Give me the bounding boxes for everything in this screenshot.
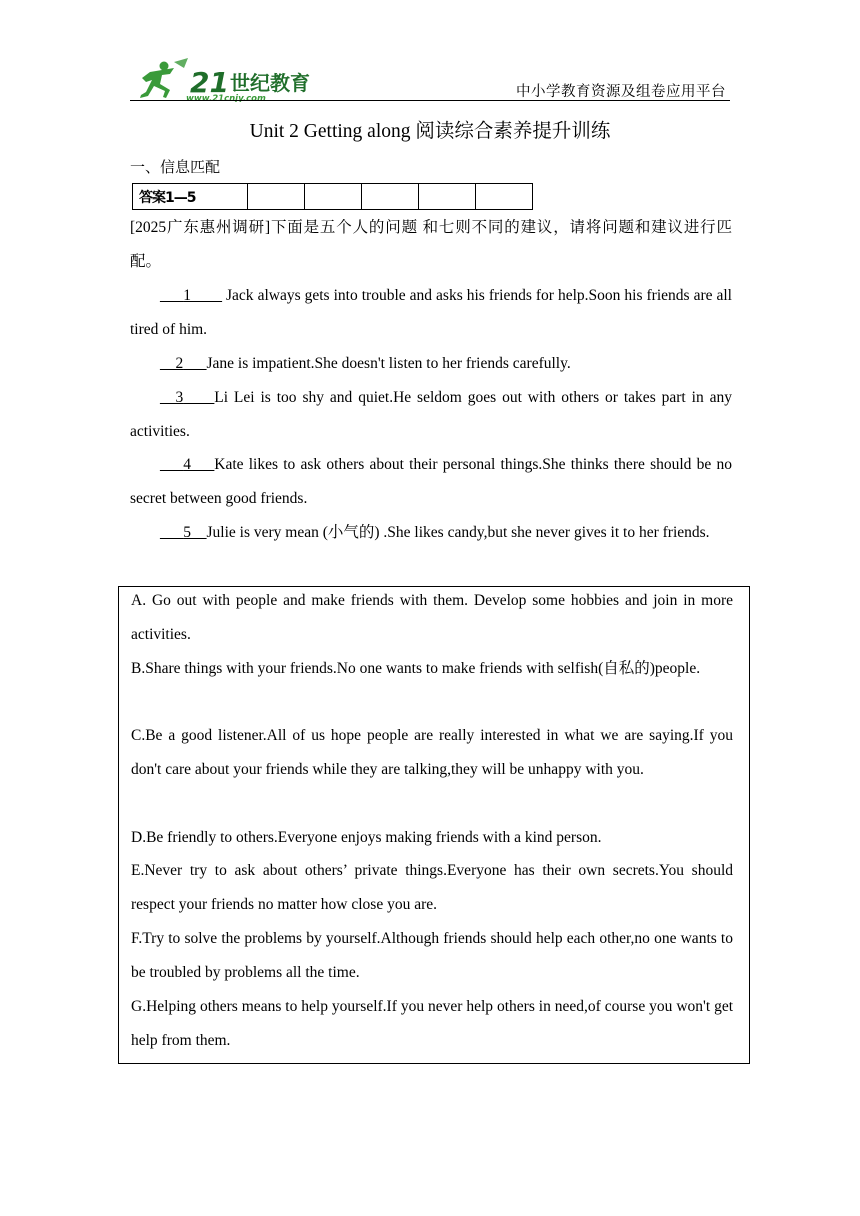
question-item [130, 347, 732, 381]
page-title: Unit 2 Getting along 阅读综合素养提升训练 [249, 121, 611, 142]
page-header [130, 58, 730, 102]
answer-blank[interactable]: ___4___ [160, 456, 215, 473]
answer-blank[interactable]: __2___ [160, 355, 207, 372]
question-item [130, 279, 732, 347]
answer-table-header: 答案1—5 [133, 184, 248, 210]
question-text: Jack always gets into trouble and asks his friends for help.Soon his friends are all tired of him. [130, 287, 732, 338]
answer-blank[interactable]: __3____ [160, 389, 215, 406]
answer-cell-3[interactable] [362, 184, 419, 210]
question-item [130, 448, 732, 516]
option-e: E.Never try to ask about others’ private things.Everyone has their own secrets.You should respect your friends no matter how close you are. [131, 862, 733, 913]
question-text: Jane is impatient.She doesn't listen to her friends carefully. [206, 355, 571, 372]
question-text: Kate likes to ask others about their personal things.She thinks there should be no secret between good friends. [130, 456, 732, 507]
question-item [130, 381, 732, 449]
answer-cell-1[interactable] [248, 184, 305, 210]
option-b: B.Share things with your friends.No one wants to make friends with selfish(自私的)people. [131, 660, 701, 677]
option-g: G.Helping others means to help yourself.If you never help others in need,of course you won't get help from them. [131, 998, 733, 1049]
option-d: D.Be friendly to others.Everyone enjoys making friends with a kind person. [131, 829, 602, 846]
question-number: 4 [183, 456, 191, 473]
answer-blank[interactable]: ___5__ [160, 524, 207, 541]
option-a: A. Go out with people and make friends with them. Develop some hobbies and join in more activities. [131, 592, 733, 643]
platform-name: 中小学教育资源及组卷应用平台 [516, 84, 726, 100]
question-number: 5 [183, 524, 191, 541]
answer-cell-2[interactable] [305, 184, 362, 210]
answer-cell-5[interactable] [476, 184, 533, 210]
answer-cell-4[interactable] [419, 184, 476, 210]
instructions: [2025广东惠州调研]下面是五个人的问题 和七则不同的建议，请将问题和建议进行匹配。 [130, 219, 732, 270]
svg-text:21: 21 [190, 66, 229, 99]
question-item [130, 516, 732, 550]
option-c: C.Be a good listener.All of us hope people are really interested in what we are saying.If you don't care about your friends while they are talking,they will be unhappy with you. [131, 727, 733, 778]
header-divider [130, 100, 730, 101]
svg-text:www.21cnjy.com: www.21cnjy.com [186, 94, 266, 102]
question-number: 2 [175, 355, 184, 372]
answer-table [132, 183, 533, 210]
answer-blank[interactable]: ___1____ [160, 287, 222, 304]
question-text: Li Lei is too shy and quiet.He seldom goes out with others or takes part in any activities. [130, 389, 732, 440]
svg-text:世纪教育: 世纪教育 [230, 71, 310, 95]
question-text: Julie is very mean (小气的) .She likes candy,but she never gives it to her friends. [206, 524, 710, 541]
option-f: F.Try to solve the problems by yourself.Although friends should help each other,no one wants to be troubled by problems all the time. [131, 930, 733, 981]
options-box [118, 586, 750, 1064]
question-number: 1 [183, 287, 191, 304]
site-logo [130, 58, 330, 102]
section-heading: 一、信息匹配 [130, 158, 221, 176]
question-number: 3 [175, 389, 184, 406]
